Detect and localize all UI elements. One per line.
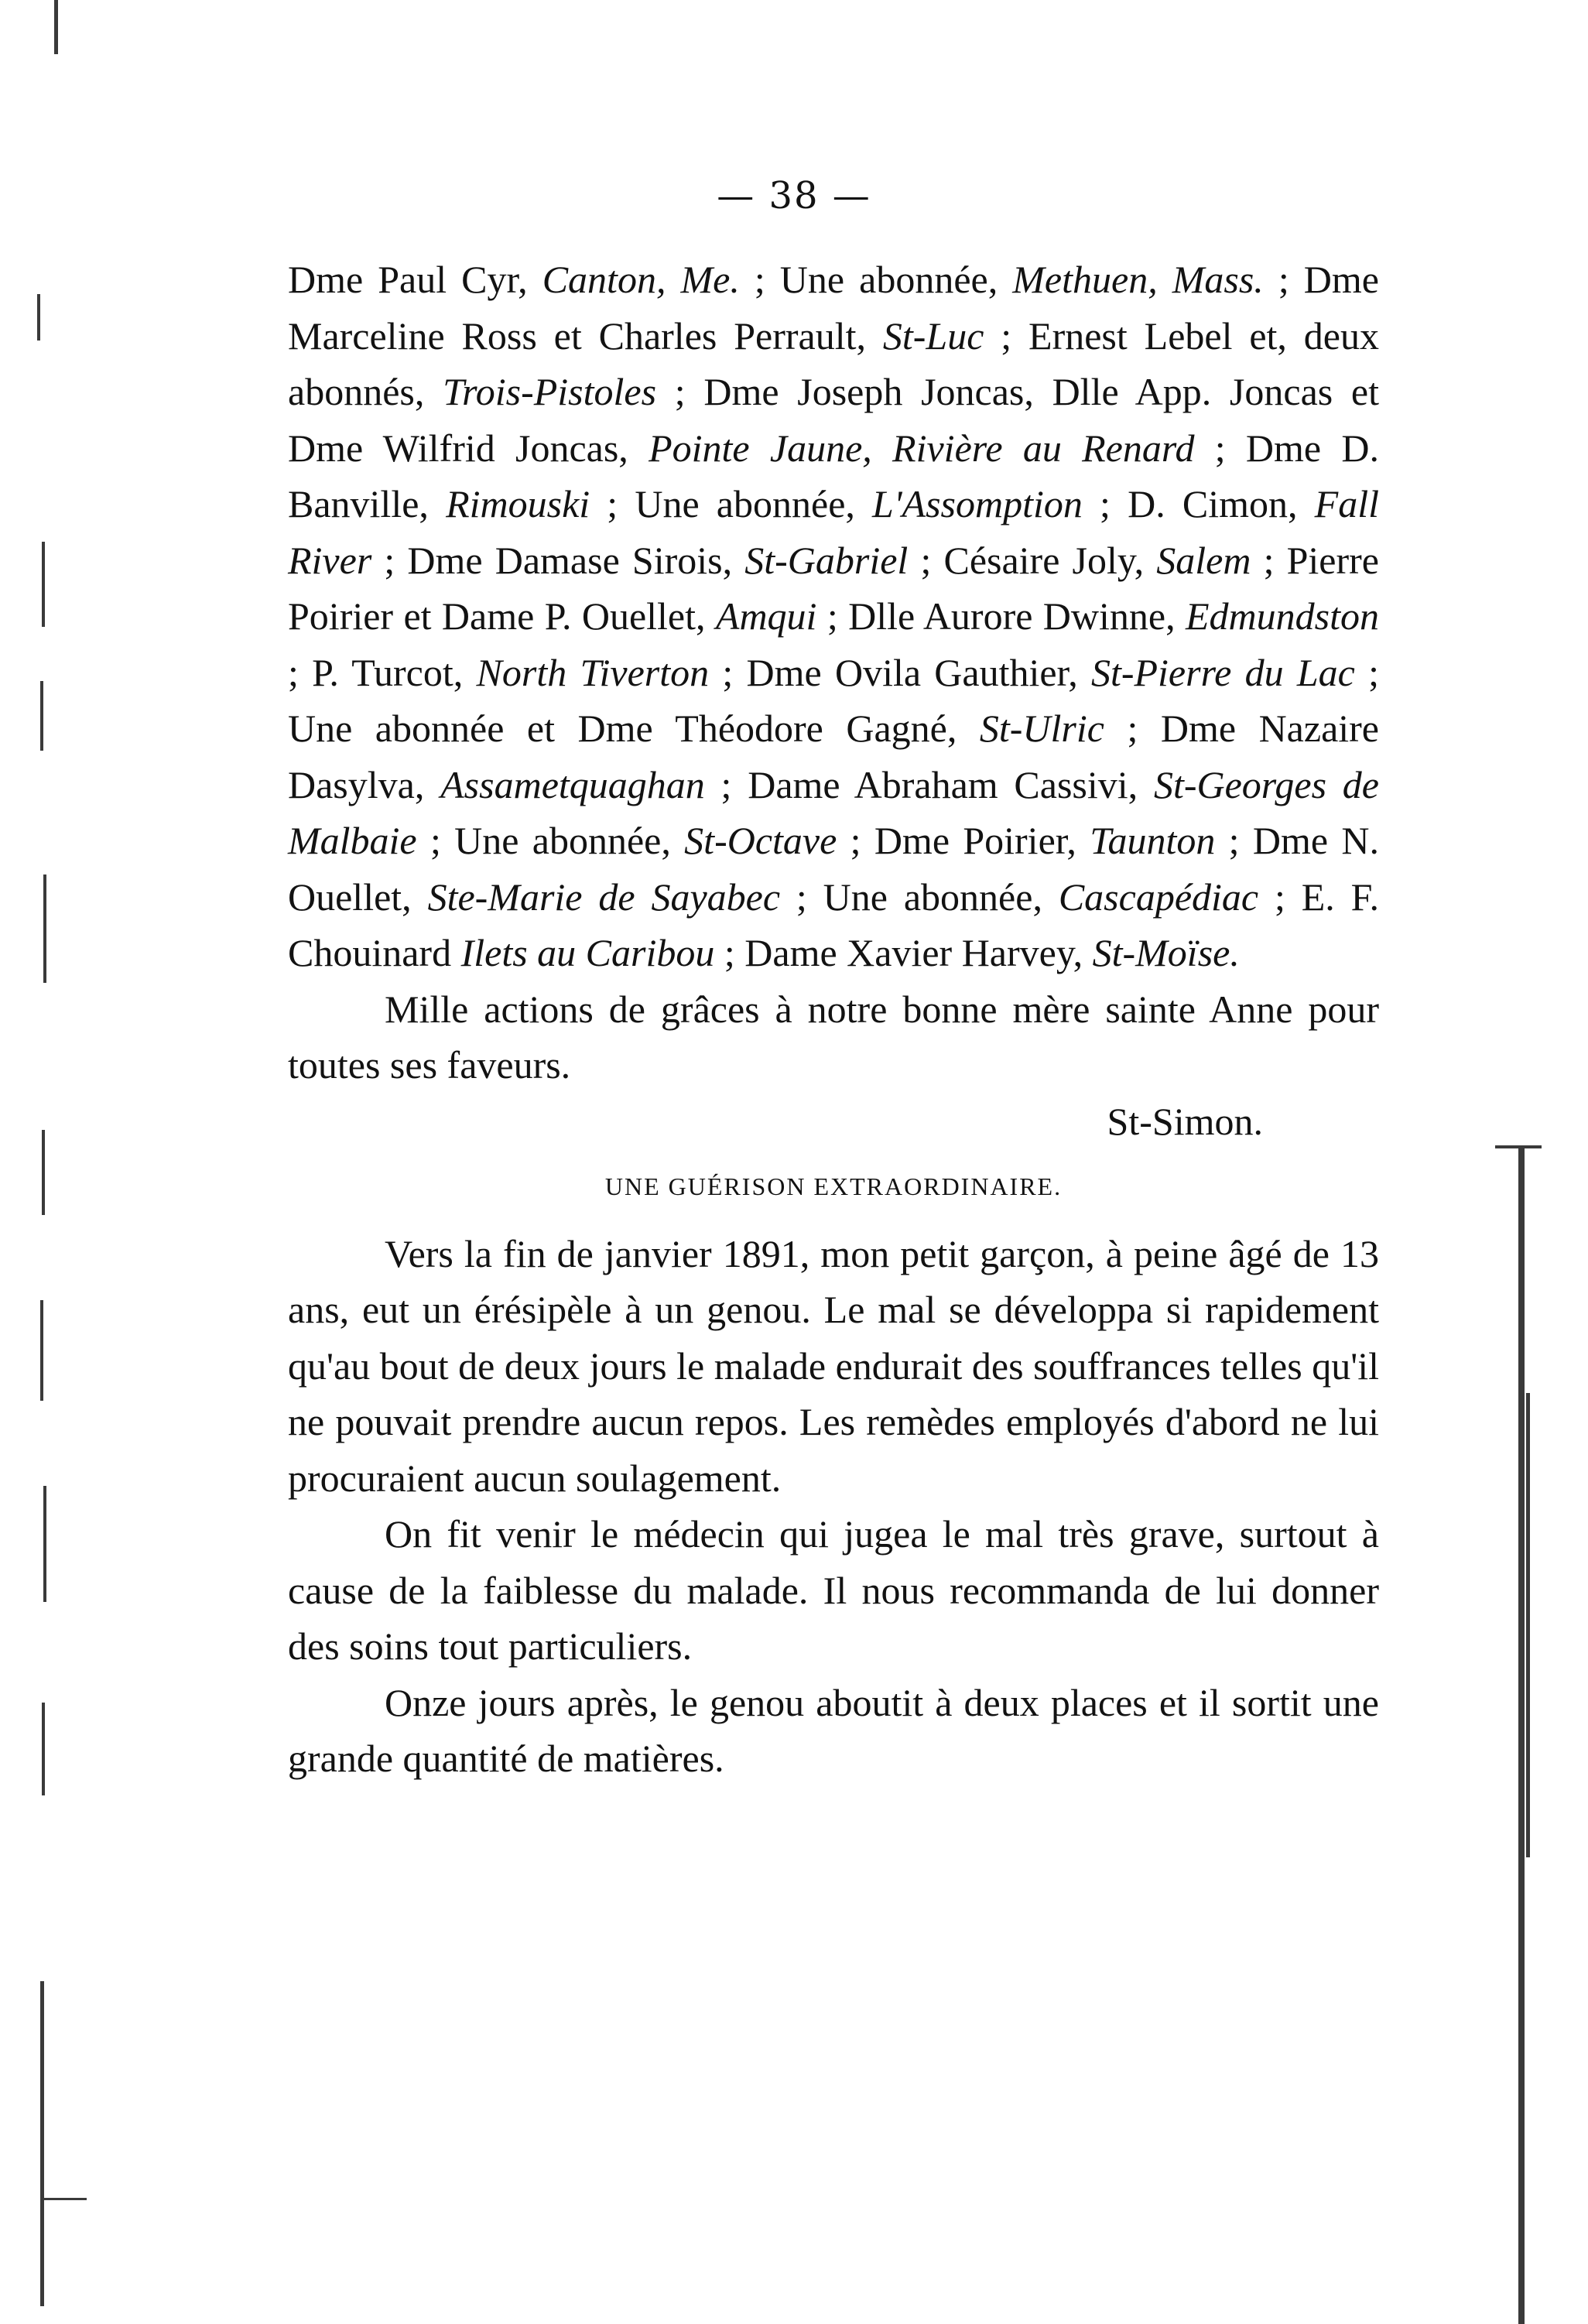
place-name: Taunton [1090, 819, 1216, 862]
text-run: Dme Paul Cyr, [288, 258, 542, 301]
text-run: ; Dme Joseph Joncas, Dlle App. Joncas et Dme Wilfrid Joncas, [288, 370, 1380, 470]
place-name: Methuen, Mass. [1012, 258, 1264, 301]
text-run: ; Dame Xavier Harvey, [714, 931, 1093, 974]
text-run: ; Dme Damase Sirois, [371, 538, 745, 582]
text-run: ; D. Cimon, [1082, 482, 1315, 525]
body-paragraph: Onze jours après, le genou aboutit à deux places et il sortit une grande quantité de matières. [288, 1680, 1379, 1780]
text-run: ; Dame Abraham Cassivi, [704, 762, 1154, 806]
text-run: ; Dme Ovila Gauthier, [709, 650, 1091, 694]
text-run: ; Une abonnée, [416, 819, 685, 862]
place-name: Fall River [288, 482, 1379, 582]
place-name: Cascapédiac [1058, 874, 1259, 919]
place-name: St-Georges de Malbaie [288, 762, 1379, 862]
place-name: Salem [1156, 538, 1251, 582]
page-number: — 38 — [717, 174, 871, 217]
place-name: St-Moïse. [1092, 931, 1240, 974]
place-name: St-Gabriel [744, 538, 909, 582]
text-run: ; Dme Marceline Ross et Charles Perrault, [288, 258, 1379, 358]
text-run: ; Dme D. Banville, [288, 426, 1379, 525]
text-run: ; Ernest Lebel et, deux abonnés, [288, 313, 1379, 413]
text-run: ; Dme Poirier, [837, 819, 1090, 862]
place-name: L'Assomption [872, 482, 1083, 525]
text-run: Mille actions de grâces à notre bonne mère sainte Anne pour toutes ses faveurs. [288, 987, 1379, 1087]
text-run: ; Pierre Poirier et Dame P. Ouellet, [288, 538, 1379, 638]
right-margin-scan-marks [1449, 1083, 1588, 2324]
paragraph-thanks-list [288, 252, 1379, 981]
paragraph-thanks-closing [288, 981, 1379, 1094]
text-run: ; Dme Nazaire Dasylva, [288, 707, 1379, 806]
place-name: Amqui [715, 594, 817, 638]
text-run: ; E. F. Chouinard [288, 874, 1379, 974]
text-run: ; Césaire Joly, [908, 538, 1157, 582]
text-run: ; Une abonnée, [780, 874, 1059, 919]
place-name: St-Pierre du Lac [1090, 650, 1355, 694]
place-name: St-Luc [882, 313, 984, 358]
place-name: North Tiverton [476, 650, 710, 694]
place-name: Edmundston [1186, 594, 1379, 638]
place-name: Rimouski [446, 482, 590, 525]
text-run: ; Dlle Aurore Dwinne, [816, 594, 1186, 638]
text-run: ; Une abonnée et Dme Théodore Gagné, [288, 650, 1380, 750]
text-block [288, 252, 1379, 1787]
place-name: Pointe Jaune, Rivière au Renard [649, 426, 1195, 470]
place-name: Ste-Marie de Sayabec [427, 874, 781, 919]
place-name: Canton, Me. [542, 258, 740, 301]
place-name: Trois-Pistoles [443, 370, 657, 413]
body-paragraph: Vers la fin de janvier 1891, mon petit garçon, à peine âgé de 13 ans, eut un érésipèle à un genou. Le mal se développa si rapidement qu'au bout de deux jours le malade endurait des souffrances telles qu'il ne pouvait prendre aucun repos. Les remèdes employés d'abord ne lui procuraient aucun soulagement. [288, 1231, 1379, 1500]
text-run: ; Une abonnée, [590, 482, 873, 525]
text-run: ; Une abonnée, [739, 258, 1013, 301]
section-heading: UNE GUÉRISON EXTRAORDINAIRE. [604, 1172, 1063, 1200]
text-run: ; Dme N. Ouellet, [288, 819, 1379, 919]
place-name: St-Ulric [979, 707, 1104, 750]
body-paragraph: On fit venir le médecin qui jugea le mal très grave, surtout à cause de la faiblesse du malade. Il nous recommanda de lui donner des soins tout particuliers. [288, 1512, 1379, 1668]
place-name: St-Octave [684, 819, 837, 862]
left-margin-scan-marks [23, 0, 85, 2324]
text-run: ; P. Turcot, [288, 650, 477, 694]
signature: St-Simon. [1107, 1099, 1263, 1143]
place-name: Assametquaghan [440, 762, 705, 806]
place-name: Ilets au Caribou [460, 931, 715, 974]
